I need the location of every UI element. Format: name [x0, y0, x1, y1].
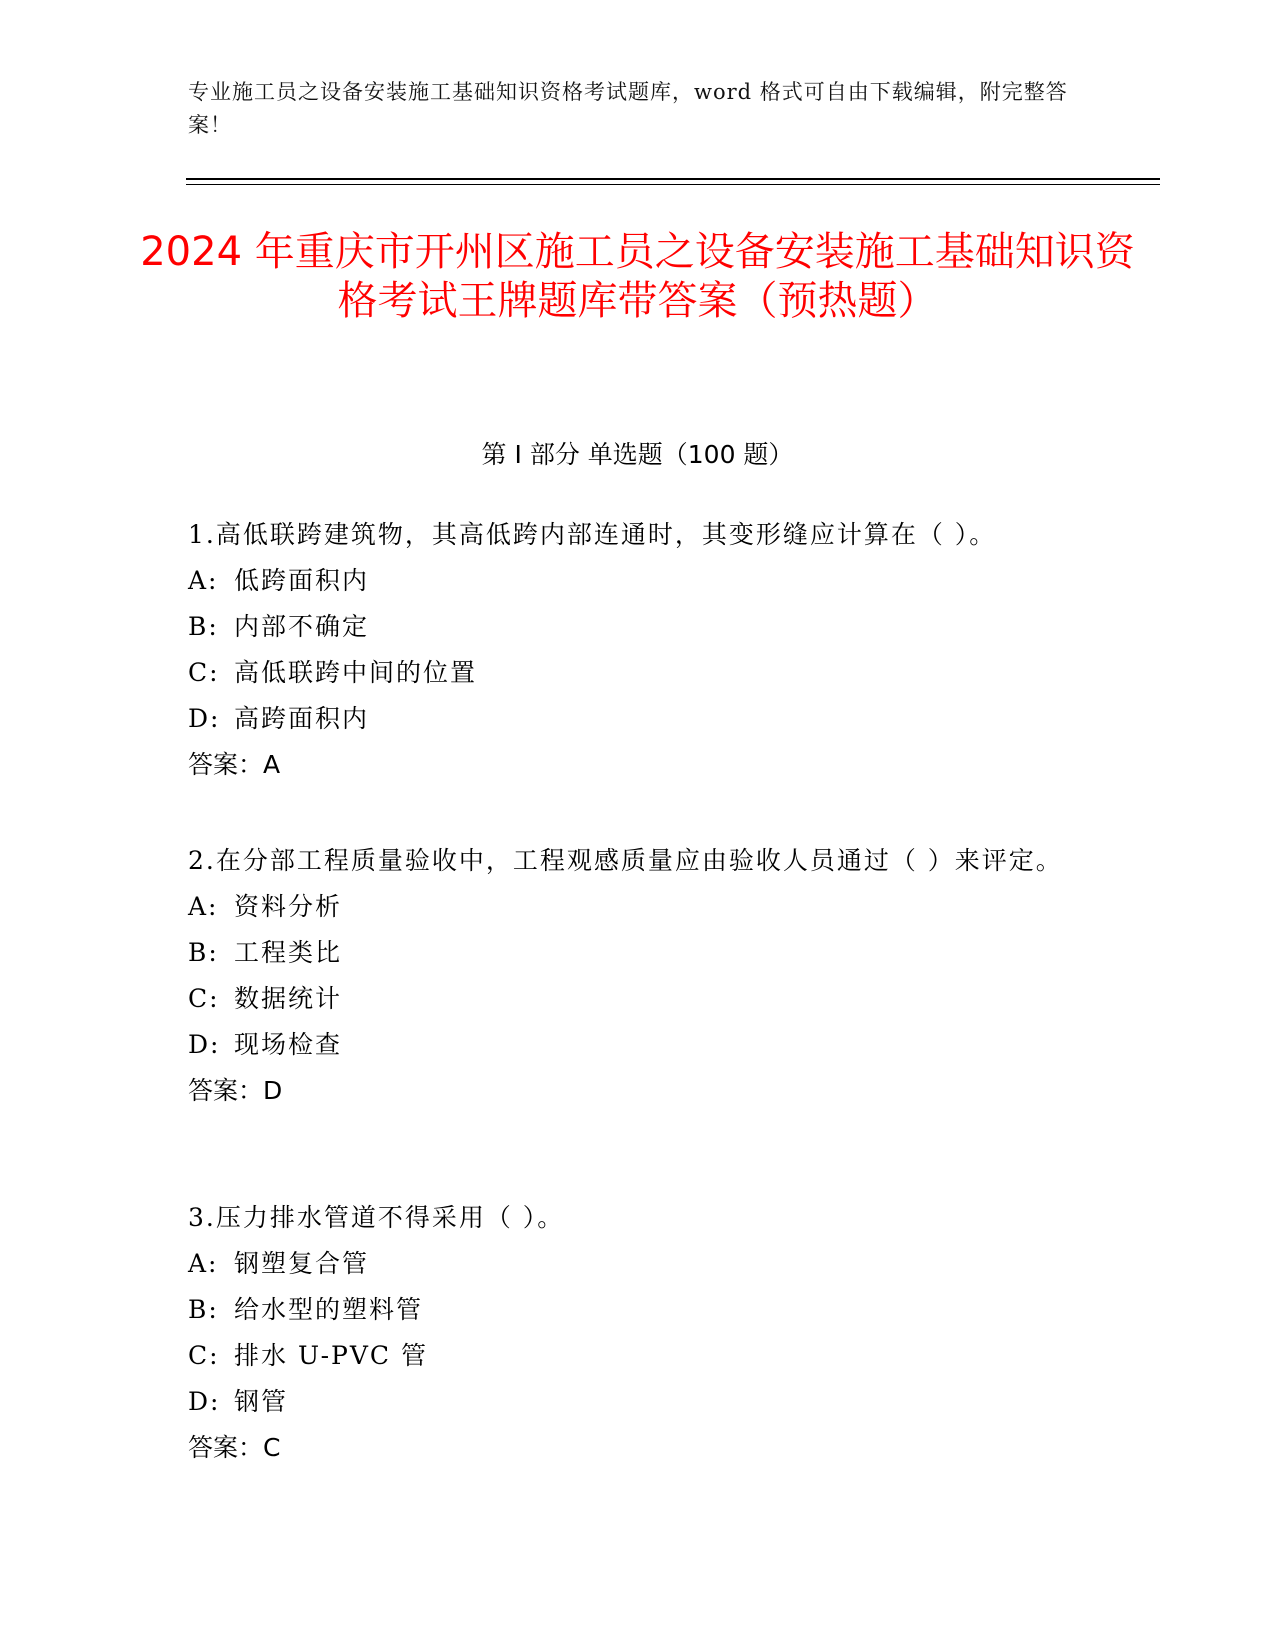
option-text: 高跨面积内 [234, 704, 370, 733]
option-text: 高低联跨中间的位置 [234, 658, 478, 687]
question-stem: 2.在分部工程质量验收中，工程观感质量应由验收人员通过（ ）来评定。 [188, 846, 1063, 875]
option-letter: C: [188, 658, 220, 687]
option-text: 给水型的塑料管 [234, 1295, 424, 1324]
option-b [188, 930, 1088, 976]
question-stem: 1.高低联跨建筑物，其高低跨内部连通时，其变形缝应计算在（ ）。 [188, 520, 997, 549]
question-stem: 3.压力排水管道不得采用（ ）。 [188, 1203, 565, 1232]
option-d [188, 696, 1088, 742]
option-c [188, 650, 1088, 696]
section-title: 第 I 部分 单选题（100 题） [481, 440, 794, 469]
option-letter: D: [188, 1030, 221, 1059]
option-c [188, 976, 1088, 1022]
option-text: 低跨面积内 [234, 566, 370, 595]
option-letter: A: [188, 892, 219, 921]
answer: 答案：A [188, 750, 281, 779]
option-letter: A: [188, 1249, 219, 1278]
option-text: 内部不确定 [234, 612, 370, 641]
option-a [188, 1241, 1088, 1287]
question-2 [188, 838, 1088, 1114]
option-text: 排水 U-PVC 管 [234, 1341, 428, 1370]
answer: 答案：C [188, 1433, 281, 1462]
option-letter: D: [188, 704, 221, 733]
option-b [188, 1287, 1088, 1333]
option-letter: B: [188, 612, 219, 641]
question-1 [188, 512, 1088, 788]
option-letter: B: [188, 938, 219, 967]
question-3 [188, 1195, 1088, 1471]
option-letter: B: [188, 1295, 219, 1324]
option-letter: A: [188, 566, 219, 595]
option-c [188, 1333, 1088, 1379]
option-d [188, 1022, 1088, 1068]
option-letter: C: [188, 984, 220, 1013]
option-d [188, 1379, 1088, 1425]
answer: 答案：D [188, 1076, 283, 1105]
option-text: 资料分析 [234, 892, 343, 921]
option-text: 数据统计 [234, 984, 343, 1013]
option-letter: C: [188, 1341, 220, 1370]
option-text: 钢塑复合管 [234, 1249, 370, 1278]
header-divider-thick [186, 178, 1160, 180]
document-title: 2024 年重庆市开州区施工员之设备安装施工基础知识资格考试王牌题库带答案（预热题） [140, 229, 1135, 324]
option-a [188, 558, 1088, 604]
option-text: 现场检查 [234, 1030, 343, 1059]
option-b [188, 604, 1088, 650]
option-text: 钢管 [234, 1387, 289, 1416]
option-letter: D: [188, 1387, 221, 1416]
option-a [188, 884, 1088, 930]
header-divider-thin [186, 184, 1160, 185]
header-note: 专业施工员之设备安装施工基础知识资格考试题库，word 格式可自由下载编辑，附完整答案！ [188, 80, 1068, 137]
option-text: 工程类比 [234, 938, 343, 967]
